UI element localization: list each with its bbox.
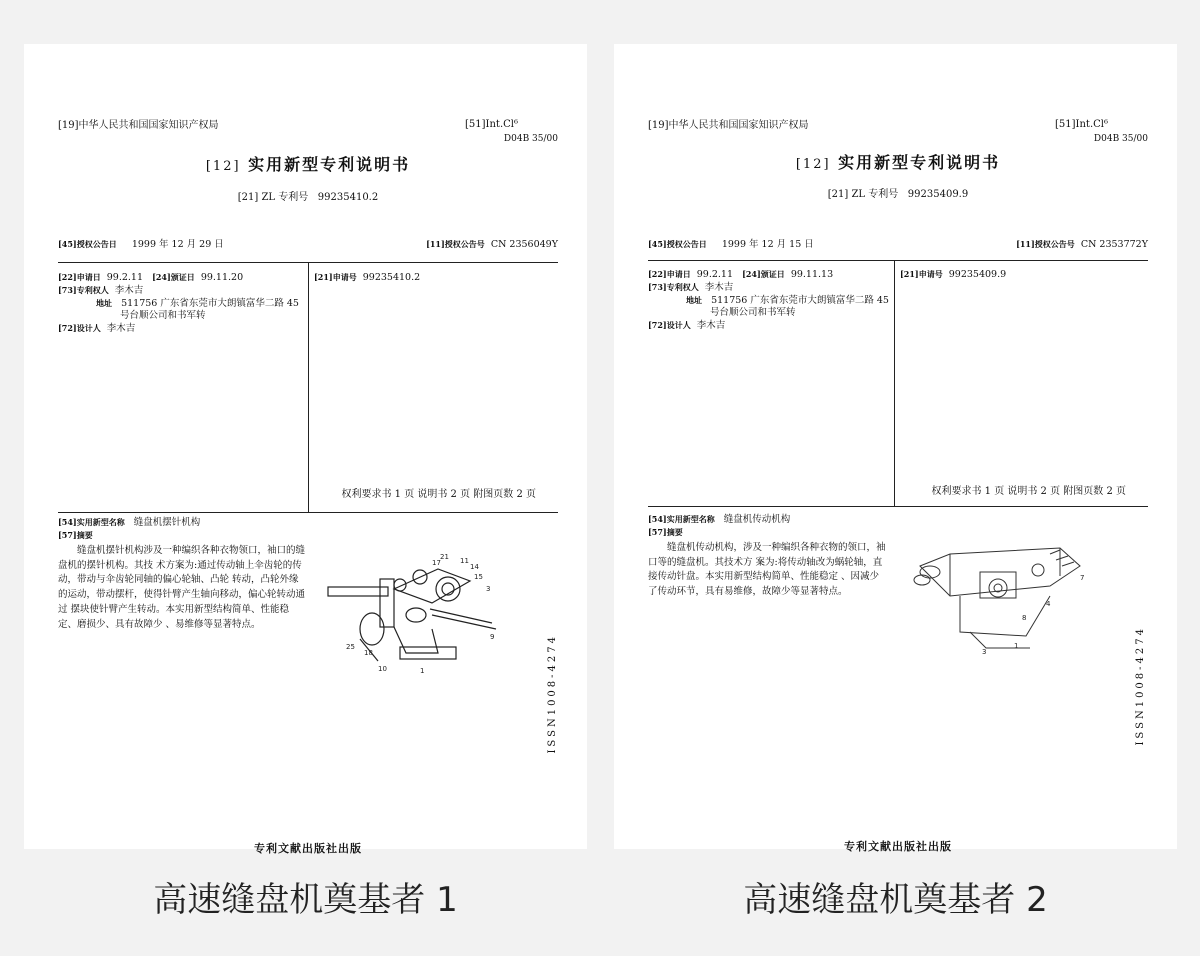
utility-model-name-line <box>58 517 200 530</box>
patent-document-1 <box>24 44 587 855</box>
grant-pub-label: [45]授权公告日 <box>58 239 117 249</box>
grant-pub-date-line <box>648 239 814 252</box>
utility-model-name: 缝盘机摆针机构 <box>133 517 201 528</box>
doc-title <box>648 152 1148 174</box>
figure-label: 8 <box>1022 614 1027 622</box>
zl-label: [21] ZL 专利号 <box>237 192 309 203</box>
divider <box>648 260 1148 261</box>
figure-label: 10 <box>378 665 387 673</box>
abstract-body: 缝盘机传动机构，涉及一种编织各种衣物的领口，袖口等的缝盘机。其技术方 案为:将传动轴改为蜗轮轴，直接传动针盘。本实用新型结构简单、性能稳定 、因减少了传动环节，具有易维修，故障少等显著特点。 <box>648 542 886 598</box>
cert-label: [24]颁证日 <box>152 272 195 282</box>
name-label: [54]实用新型名称 <box>648 514 715 524</box>
figure-label: 1 <box>1014 642 1019 650</box>
owner: 李木吉 <box>704 281 734 293</box>
grant-no-label: [11]授权公告号 <box>426 239 485 249</box>
publisher: 专利文献出版社出版 <box>844 840 952 853</box>
abstract-text <box>648 541 888 600</box>
grant-pub-date: 1999 年 12 月 29 日 <box>131 239 224 250</box>
figure-label: 25 <box>346 643 355 651</box>
figure-label: 9 <box>490 633 495 641</box>
cert-label: [24]颁证日 <box>742 269 785 279</box>
name-label: [54]实用新型名称 <box>58 517 125 527</box>
int-cl: [51]Int.Cl⁶ <box>1055 119 1108 130</box>
caption-1: 高速缝盘机奠基者 1 <box>153 880 458 920</box>
designer-label: [72]设计人 <box>648 320 691 331</box>
utility-model-name-line <box>648 514 790 527</box>
authority: [19]中华人民共和国国家知识产权局 <box>58 120 219 131</box>
apply-date: 99.2.11 <box>106 272 144 283</box>
divider <box>58 512 558 513</box>
zl-number: 99235410.2 <box>317 192 379 203</box>
figure-label: 17 <box>432 559 441 567</box>
figure-label: 15 <box>474 573 483 581</box>
doc-tag: [12] <box>795 157 831 172</box>
grant-no-label: [11]授权公告号 <box>1016 239 1075 249</box>
issn: ISSN1008-4274 <box>547 634 558 754</box>
page-counts: 权利要求书 1 页 说明书 2 页 附图页数 2 页 <box>931 486 1126 497</box>
address-line1: 511756 广东省东莞市大朗镇富华二路 45 <box>121 297 299 309</box>
figure-label: 18 <box>364 649 373 657</box>
issn: ISSN1008-4274 <box>1135 626 1146 746</box>
int-cl: [51]Int.Cl⁶ <box>465 119 518 130</box>
figure-label: 4 <box>1046 600 1051 608</box>
apply-date: 99.2.11 <box>696 269 734 280</box>
figure-label: 3 <box>486 585 491 593</box>
doc-tag: [12] <box>205 159 241 174</box>
apply-label: [22]申请日 <box>648 269 691 279</box>
app-number-line <box>314 272 420 285</box>
app-number-line <box>900 269 1006 282</box>
grant-pub-date-line <box>58 239 224 252</box>
zl-number-line <box>648 188 1148 202</box>
address-line2: 号台顺公司和书军转 <box>120 310 206 322</box>
owner-label: [73]专利权人 <box>648 281 699 292</box>
owner: 李木吉 <box>114 284 144 296</box>
mechanism-drawing <box>320 549 500 684</box>
cert-date: 99.11.20 <box>200 272 244 283</box>
column-divider <box>308 262 309 512</box>
bibliographic-info <box>648 269 898 333</box>
zl-number: 99235409.9 <box>907 189 969 200</box>
bibliographic-info <box>58 272 308 336</box>
authority: [19]中华人民共和国国家知识产权局 <box>648 120 809 131</box>
class-code: D04B 35/00 <box>1093 134 1148 144</box>
apply-label: [22]申请日 <box>58 272 101 282</box>
grant-no: CN 2353772Y <box>1080 239 1148 250</box>
class-code: D04B 35/00 <box>503 134 558 144</box>
app-no-label: [21]申请号 <box>900 269 943 279</box>
app-no-label: [21]申请号 <box>314 272 357 282</box>
zl-label: [21] ZL 专利号 <box>827 189 899 200</box>
figure-label: 21 <box>440 553 449 561</box>
address-line2: 号台顺公司和书军转 <box>710 307 796 319</box>
grant-no-line <box>426 239 558 252</box>
figure-label: 11 <box>460 557 469 565</box>
figure-label: 7 <box>1080 574 1085 582</box>
mechanism-drawing <box>910 536 1090 671</box>
abstract-body: 缝盘机摆针机构涉及一种编织各种衣物领口，袖口的缝盘机的摆针机构。其技 术方案为:通过传动轴上伞齿轮的传动，带动与伞齿轮同轴的偏心轮轴、凸轮 转动，凸轮外缘的运动，带动摆杆，使得针臂产生轴向移动，偏心轮转动通过 摆块使针臂产生转动。本实用新型结构简单、性能稳定、磨损少、具有故障少 、易维修等显著特点。 <box>58 545 306 630</box>
owner-label: [73]专利权人 <box>58 284 109 295</box>
abstract-text <box>58 544 306 632</box>
app-no: 99235410.2 <box>362 272 421 283</box>
designer: 李木吉 <box>106 323 136 335</box>
grant-no-line <box>1016 239 1148 252</box>
publisher: 专利文献出版社出版 <box>254 842 362 855</box>
divider <box>648 506 1148 507</box>
abstract-label: [57]摘要 <box>648 527 683 537</box>
caption-2: 高速缝盘机奠基者 2 <box>743 880 1048 920</box>
designer: 李木吉 <box>696 320 726 332</box>
address-label: 地址 <box>686 294 702 305</box>
zl-number-line <box>58 191 558 205</box>
figure-label: 14 <box>470 563 479 571</box>
doc-title-text: 实用新型专利说明书 <box>248 155 411 174</box>
grant-no: CN 2356049Y <box>490 239 558 250</box>
figure-label: 1 <box>420 667 425 675</box>
figure-label: 3 <box>982 648 987 656</box>
address-label: 地址 <box>96 297 112 308</box>
utility-model-name: 缝盘机传动机构 <box>723 514 791 525</box>
address-line1: 511756 广东省东莞市大朗镇富华二路 45 <box>711 294 889 306</box>
cert-date: 99.11.13 <box>790 269 834 280</box>
patent-document-2 <box>614 44 1177 853</box>
abstract-label: [57]摘要 <box>58 530 93 540</box>
app-no: 99235409.9 <box>948 269 1007 280</box>
grant-pub-date: 1999 年 12 月 15 日 <box>721 239 814 250</box>
doc-title-text: 实用新型专利说明书 <box>838 153 1001 172</box>
grant-pub-label: [45]授权公告日 <box>648 239 707 249</box>
doc-title <box>58 154 558 176</box>
page-counts: 权利要求书 1 页 说明书 2 页 附图页数 2 页 <box>341 489 536 500</box>
designer-label: [72]设计人 <box>58 323 101 334</box>
